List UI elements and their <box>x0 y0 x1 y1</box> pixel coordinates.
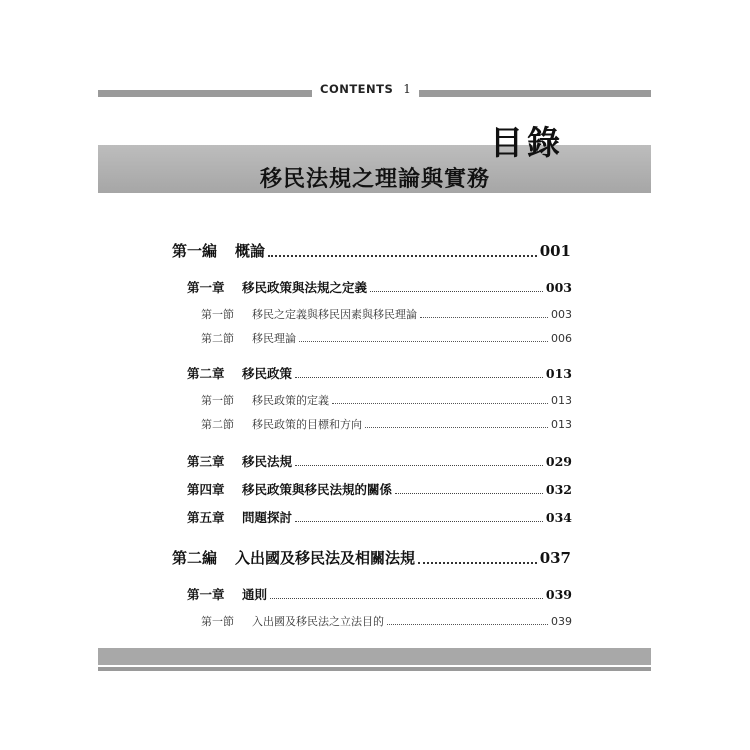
toc-section-entry[interactable] <box>201 330 572 346</box>
toc-title: 移民政策的目標和方向 <box>252 418 362 431</box>
footer-band <box>98 648 651 665</box>
dot-leader <box>418 561 537 564</box>
toc-number: 第一節 <box>201 308 234 321</box>
toc-page: 032 <box>545 482 572 497</box>
dot-leader <box>395 492 543 494</box>
running-header <box>312 80 419 98</box>
toc-page: 001 <box>539 242 571 260</box>
toc-number: 第二章 <box>187 366 225 381</box>
toc-title: 移民法規 <box>242 454 293 469</box>
dot-leader <box>295 464 543 466</box>
dot-leader <box>295 520 543 522</box>
toc-title: 入出國及移民法之立法目的 <box>252 615 384 628</box>
book-title: 移民法規之理論與實務 <box>259 166 490 192</box>
dot-leader <box>365 426 548 428</box>
dot-leader <box>270 597 543 599</box>
toc-number: 第一節 <box>201 615 234 628</box>
toc-chapter-entry[interactable] <box>187 508 572 526</box>
dot-leader <box>370 290 543 292</box>
contents-label: CONTENTS <box>320 82 394 96</box>
toc-page: 003 <box>551 308 572 321</box>
toc-number: 第二編 <box>172 549 218 567</box>
toc-page: 003 <box>545 280 572 295</box>
toc-chapter-entry[interactable] <box>187 364 572 382</box>
toc-part-entry[interactable] <box>172 240 571 261</box>
toc-title: 移民政策的定義 <box>252 394 329 407</box>
toc-chapter-entry[interactable] <box>187 585 572 603</box>
toc-page: 013 <box>551 394 572 407</box>
toc-title: 概論 <box>235 242 266 260</box>
toc-section-entry[interactable] <box>201 416 572 432</box>
toc-section-entry[interactable] <box>201 306 572 322</box>
toc-page: 039 <box>551 615 572 628</box>
toc-number: 第一章 <box>187 280 225 295</box>
dot-leader <box>299 340 548 342</box>
toc-number: 第二節 <box>201 332 234 345</box>
toc-title: 移民政策與移民法規的關係 <box>242 482 393 497</box>
toc-section-entry[interactable] <box>201 613 572 629</box>
toc-number: 第五章 <box>187 510 225 525</box>
toc-number: 第一章 <box>187 587 225 602</box>
toc-number: 第二節 <box>201 418 234 431</box>
toc-number: 第四章 <box>187 482 225 497</box>
toc-page: 029 <box>545 454 572 469</box>
toc-chapter-entry[interactable] <box>187 480 572 498</box>
toc-page: 039 <box>545 587 572 602</box>
toc-title: 移民政策與法規之定義 <box>242 280 368 295</box>
dot-leader <box>268 254 537 257</box>
toc-number: 第一編 <box>172 242 218 260</box>
toc-title: 移民政策 <box>242 366 293 381</box>
toc-page: 006 <box>551 332 572 345</box>
toc-title: 入出國及移民法及相關法規 <box>235 549 416 567</box>
contents-heading: 目錄 <box>490 123 564 162</box>
toc-page: 034 <box>545 510 572 525</box>
dot-leader <box>420 316 548 318</box>
dot-leader <box>295 376 543 378</box>
toc-title: 問題探討 <box>242 510 293 525</box>
toc-page: 037 <box>539 549 571 567</box>
dot-leader <box>332 402 548 404</box>
toc-title: 移民之定義與移民因素與移民理論 <box>252 308 417 321</box>
toc-number: 第一節 <box>201 394 234 407</box>
toc-title: 通則 <box>242 587 268 602</box>
toc-part-entry[interactable] <box>172 547 571 568</box>
toc-page: 013 <box>545 366 572 381</box>
footer-rule <box>98 667 651 671</box>
toc-title: 移民理論 <box>252 332 296 345</box>
toc-chapter-entry[interactable] <box>187 278 572 296</box>
toc-number: 第三章 <box>187 454 225 469</box>
toc-section-entry[interactable] <box>201 392 572 408</box>
toc-chapter-entry[interactable] <box>187 452 572 470</box>
toc-page: 013 <box>551 418 572 431</box>
page-number: 1 <box>403 82 412 96</box>
dot-leader <box>387 623 548 625</box>
